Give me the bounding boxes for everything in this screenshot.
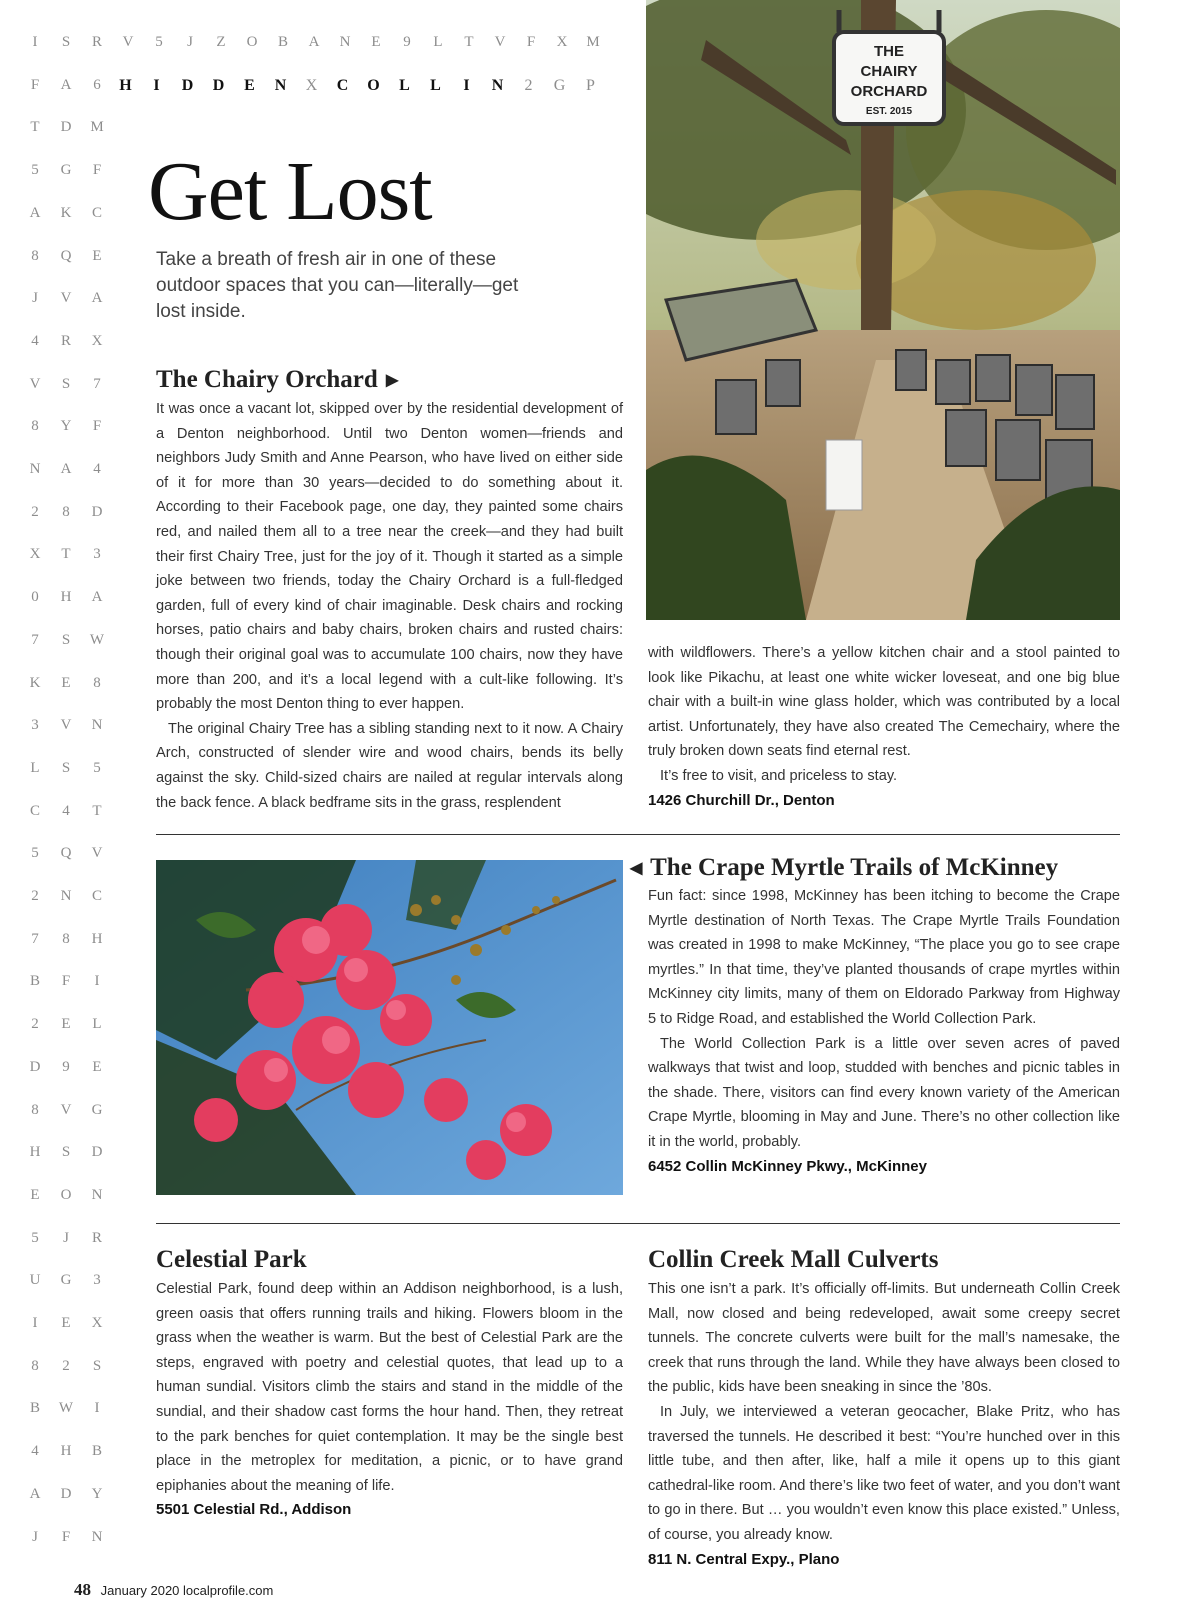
grid-letter: Q <box>60 845 72 862</box>
grid-letter: 5 <box>31 162 39 179</box>
grid-letter: L <box>433 34 443 50</box>
grid-letter: 8 <box>62 930 70 947</box>
grid-letter: N <box>91 1528 103 1545</box>
grid-letter: 2 <box>62 1357 70 1374</box>
grid-letter: A <box>60 76 72 93</box>
grid-letter: Y <box>91 1485 103 1502</box>
grid-letter: F <box>61 973 71 990</box>
grid-letter: F <box>92 162 102 179</box>
grid-letter: 3 <box>93 546 101 563</box>
grid-letter: I <box>94 1400 100 1417</box>
grid-letter: N <box>339 34 351 50</box>
grid-letter: 8 <box>62 503 70 520</box>
grid-letter: C <box>91 204 102 221</box>
grid-letter: X <box>91 332 103 349</box>
grid-letter: T <box>61 546 71 563</box>
grid-letter: C <box>29 802 40 819</box>
grid-letter: B <box>29 1400 40 1417</box>
grid-letter: 8 <box>31 1101 39 1118</box>
grid-letter: K <box>60 204 72 221</box>
divider-1 <box>156 834 1120 835</box>
grid-letter: E <box>92 247 102 264</box>
grid-letter: T <box>92 802 102 819</box>
grid-letter: 9 <box>62 1058 70 1075</box>
crape-paragraph-2: The World Collection Park is a little over seven acres of paved walkways that twist and loop, studded with benches and picnic tables in the shade. There, visitors can find every known variety of the American Crape Myrtle, blooming in May and June. There’s no other collection like it in the world, probably. <box>648 1035 1120 1150</box>
page-number: 48 <box>74 1580 91 1599</box>
grid-letter: 8 <box>31 247 39 264</box>
grid-letter: S <box>92 1357 102 1374</box>
chairy-orchard-photo <box>646 0 1120 620</box>
grid-letter: 5 <box>31 845 39 862</box>
grid-letter: 7 <box>31 631 39 648</box>
grid-letter: G <box>60 1272 72 1289</box>
grid-letter: 4 <box>93 461 101 477</box>
grid-letter: J <box>187 34 193 50</box>
collin-creek-column <box>648 1277 1120 1572</box>
grid-letter: J <box>32 1528 38 1545</box>
grid-letter: X <box>556 34 568 50</box>
grid-letter: R <box>91 34 102 50</box>
grid-letter: K <box>29 674 41 691</box>
divider-2 <box>156 1223 1120 1224</box>
grid-letter: V <box>494 34 506 50</box>
grid-letter: L <box>30 759 40 776</box>
grid-letter: 8 <box>93 674 101 691</box>
grid-letter: I <box>32 34 38 50</box>
grid-letter: 5 <box>155 34 163 50</box>
grid-letter: V <box>60 1101 72 1118</box>
grid-letter: G <box>60 162 72 179</box>
grid-letter: 7 <box>93 375 101 392</box>
grid-letter: X <box>29 546 41 563</box>
grid-letter: E <box>61 674 71 691</box>
grid-letter: R <box>91 1229 102 1246</box>
section-title-collin-creek <box>648 1245 938 1275</box>
grid-letter: 8 <box>31 1357 39 1374</box>
celestial-column <box>156 1277 623 1523</box>
celestial-address: 5501 Celestial Rd., Addison <box>156 1501 352 1519</box>
grid-letter: A <box>29 1485 41 1502</box>
grid-letter: O <box>60 1186 72 1203</box>
sign-text-line4: EST. 2015 <box>865 106 913 117</box>
grid-letter: 5 <box>31 1229 39 1246</box>
grid-letter: X <box>91 1315 103 1331</box>
sign-text-line3: ORCHARD <box>850 83 928 100</box>
chairy-col2 <box>648 641 1120 813</box>
grid-letter: 2 <box>31 888 39 904</box>
collin-creek-address: 811 N. Central Expy., Plano <box>648 1550 840 1568</box>
grid-letter: 2 <box>31 1016 39 1033</box>
grid-letter: S <box>61 631 71 648</box>
hidden-row-letter: X <box>305 76 318 94</box>
sign-text-line2: CHAIRY <box>860 63 918 80</box>
crape-myrtle-photo <box>156 860 623 1195</box>
grid-letter: 8 <box>31 418 39 435</box>
hidden-row-letter: O <box>367 76 380 94</box>
grid-letter: D <box>91 503 103 520</box>
grid-letter: 3 <box>31 717 39 734</box>
grid-letter: G <box>91 1101 103 1118</box>
hidden-row-letter: L <box>430 76 441 94</box>
grid-letter: N <box>60 888 72 904</box>
celestial-paragraph-1: Celestial Park, found deep within an Addison neighborhood, is a lush, green oasis that offers running trails and hiking. Flowers bloom in the grass when the weather is warm. But the best of Celestial Park are the steps, engraved with poetry and celestial quotes, that lead up to a human sundial. Visitors climb the stairs and stand in the middle of the sundial, and their shadow cast forms the hour hand. Then, they retreat to the park benches for quiet contemplation. It may be the single best place in the metroplex for meditation, a picnic, or to have grand epiphanies about the meaning of life. <box>156 1281 623 1494</box>
grid-letter: J <box>32 290 38 307</box>
hidden-row-letter: N <box>491 76 504 94</box>
grid-letter: J <box>63 1229 69 1246</box>
grid-letter: V <box>122 34 134 50</box>
hidden-row-letter: C <box>336 76 349 94</box>
grid-letter: F <box>61 1528 71 1545</box>
grid-letter: H <box>29 1144 41 1161</box>
grid-letter: S <box>61 1144 71 1161</box>
grid-letter: U <box>29 1272 41 1289</box>
grid-letter: V <box>91 845 103 862</box>
grid-letter: 4 <box>31 1443 39 1460</box>
chairy-address: 1426 Churchill Dr., Denton <box>648 791 835 809</box>
arrow-right-icon: ▶ <box>386 372 399 390</box>
grid-letter: T <box>30 119 40 136</box>
grid-letter: N <box>91 717 103 734</box>
grid-letter: B <box>29 973 40 990</box>
grid-letter: E <box>61 1016 71 1033</box>
grid-letter: M <box>90 119 104 136</box>
grid-letter: O <box>246 34 258 50</box>
hidden-row-letter: D <box>212 76 225 94</box>
grid-letter: S <box>61 34 71 50</box>
grid-letter: A <box>29 204 41 221</box>
grid-letter: H <box>60 1443 72 1460</box>
grid-letter: D <box>29 1058 41 1075</box>
sign-text-line1: THE <box>874 43 904 60</box>
hidden-row-letter: L <box>399 76 410 94</box>
grid-letter: F <box>30 76 40 93</box>
crape-title-text: The Crape Myrtle Trails of McKinney <box>650 854 1059 881</box>
grid-letter: 5 <box>93 759 101 776</box>
grid-letter: D <box>60 119 72 136</box>
grid-letter: L <box>92 1016 102 1033</box>
footer-site: localprofile.com <box>183 1583 274 1598</box>
collin-creek-paragraph-1: This one isn’t a park. It’s officially off-limits. But underneath Collin Creek Mall, now closed and being redeveloped, await some creepy secret tunnels. The concrete culverts were built for the mall’s namesake, the creek that runs through the land. While they have always been closed to the public, kids have been sneaking in since the ’80s. <box>648 1281 1120 1396</box>
grid-letter: S <box>61 759 71 776</box>
grid-letter: Q <box>60 247 72 264</box>
grid-letter: V <box>60 717 72 734</box>
grid-letter: 7 <box>31 930 39 947</box>
grid-letter: V <box>60 290 72 307</box>
grid-letter: 0 <box>31 589 39 606</box>
chairy-paragraph-2: The original Chairy Tree has a sibling standing next to it now. A Chairy Arch, constructed of slender wire and wood chairs, bends its belly against the sky. Child-sized chairs are nailed at regular intervals along the back fence. A black bedframe sits in the grass, resplendent <box>156 720 623 811</box>
footer-issue: January 2020 <box>100 1583 180 1598</box>
grid-letter: F <box>92 418 102 435</box>
chairy-paragraph-4: It’s free to visit, and priceless to stay. <box>660 767 898 784</box>
chairy-col1 <box>156 397 623 815</box>
grid-letter: B <box>91 1443 102 1460</box>
grid-letter: 4 <box>62 802 70 819</box>
page-title: Get Lost <box>148 145 432 238</box>
grid-letter: A <box>91 589 103 606</box>
grid-letter: D <box>91 1144 103 1161</box>
grid-letter: Z <box>216 34 226 50</box>
hidden-row-letter: P <box>586 76 595 94</box>
grid-letter: I <box>94 973 100 990</box>
hidden-row-letter: I <box>153 76 160 94</box>
grid-letter: Y <box>60 418 72 435</box>
grid-letter: A <box>308 34 320 50</box>
grid-letter: I <box>32 1315 38 1331</box>
chairy-paragraph-3: with wildflowers. There’s a yellow kitchen chair and a stool painted to look like Pikachu, at least one white wicker loveseat, and one big blue chair with a built-in wine glass holder, which was contributed by a local artist. Unfortunately, they have also created The Cemechairy, where the truly broken down seats find eternal rest. <box>648 645 1120 760</box>
hidden-row-letter: I <box>463 76 470 94</box>
hidden-row-letter: H <box>119 76 132 94</box>
grid-letter: 2 <box>31 503 39 520</box>
chairy-paragraph-1: It was once a vacant lot, skipped over by the residential development of a Denton neighborhood. Until two Denton women—friends and neighbors Judy Smith and Anne Pearson, who have lived on either side of it for more than 30 years—decided to do something about it. According to their Facebook page, one day, they painted some chairs red, and nailed them all to a tree near the creek—and they had built their first Chairy Tree, just for the joy of it. Though it started as a simple joke between two friends, today the Chairy Orchard is a full-fledged garden, full of every kind of chair imaginable. Desk chairs and rocking horses, patio chairs and baby chairs, broken chairs and rusted chairs: though their original goal was to accumulate 100 chairs, now they have more than 200, and it’s a local legend with a cult-like following. It’s probably the most Denton thing to ever happen. <box>156 401 623 713</box>
chairy-title-text: The Chairy Orchard <box>156 366 378 393</box>
hidden-row-letter: 2 <box>524 76 533 94</box>
grid-letter: D <box>60 1485 72 1502</box>
grid-letter: A <box>60 461 72 477</box>
grid-letter: A <box>91 290 103 307</box>
grid-letter: W <box>89 631 105 648</box>
collin-creek-title-text: Collin Creek Mall Culverts <box>648 1246 939 1273</box>
crape-address: 6452 Collin McKinney Pkwy., McKinney <box>648 1157 927 1175</box>
grid-letter: 4 <box>31 332 39 349</box>
grid-letter: E <box>61 1315 71 1331</box>
grid-letter: S <box>61 375 71 392</box>
page-footer <box>74 1580 273 1600</box>
crape-paragraph-1: Fun fact: since 1998, McKinney has been itching to become the Crape Myrtle destination of North Texas. The Crape Myrtle Trails Foundation was created in 1998 to make McKinney, “The place you go to see crape myrtles.” In that time, they’ve planted thousands of crape myrtles within McKinney city limits, many of them on Eldorado Parkway from Highway 5 to Ridge Road, and established the World Collection Park. <box>648 888 1120 1027</box>
grid-letter: N <box>29 461 41 477</box>
intro-text: Take a breath of fresh air in one of these outdoor spaces that you can—literally—get lost inside. <box>156 249 519 322</box>
celestial-title-text: Celestial Park <box>156 1246 307 1273</box>
grid-letter: V <box>29 375 41 392</box>
grid-letter: M <box>586 34 600 50</box>
grid-letter: T <box>464 34 474 50</box>
grid-letter: E <box>92 1058 102 1075</box>
grid-letter: H <box>91 930 103 947</box>
grid-letter: R <box>60 332 71 349</box>
grid-letter: N <box>91 1186 103 1203</box>
collin-creek-paragraph-2: In July, we interviewed a veteran geocacher, Blake Pritz, who has traversed the tunnels. He described it best: “You’re hunched over in this little tube, and then after, like, half a mile it opens up to this giant cathedral-like room. And there’s like two feet of water, and you don’t want to go in there. But … you wouldn’t even know this place existed.” Unless, of course, you already know. <box>648 1403 1120 1543</box>
section-title-crape-myrtle <box>628 853 1058 884</box>
hidden-row-letter: G <box>553 76 566 94</box>
grid-letter: F <box>526 34 536 50</box>
crape-column <box>648 884 1120 1179</box>
hidden-collin-word <box>110 77 606 95</box>
grid-letter: E <box>371 34 381 50</box>
grid-letter: W <box>58 1400 74 1417</box>
arrow-left-icon: ◀ <box>630 860 643 878</box>
grid-letter: 9 <box>403 34 411 50</box>
grid-letter: 3 <box>93 1272 101 1289</box>
grid-letter: C <box>91 888 102 904</box>
grid-letter: 6 <box>93 76 101 93</box>
grid-letter: H <box>60 589 72 606</box>
section-title-chairy-orchard <box>156 365 400 396</box>
hidden-row-letter: D <box>181 76 194 94</box>
hidden-row-letter: E <box>244 76 255 94</box>
grid-letter: E <box>30 1186 40 1203</box>
hidden-row-letter: N <box>274 76 287 94</box>
section-title-celestial-park <box>156 1245 307 1275</box>
grid-letter: B <box>277 34 288 50</box>
